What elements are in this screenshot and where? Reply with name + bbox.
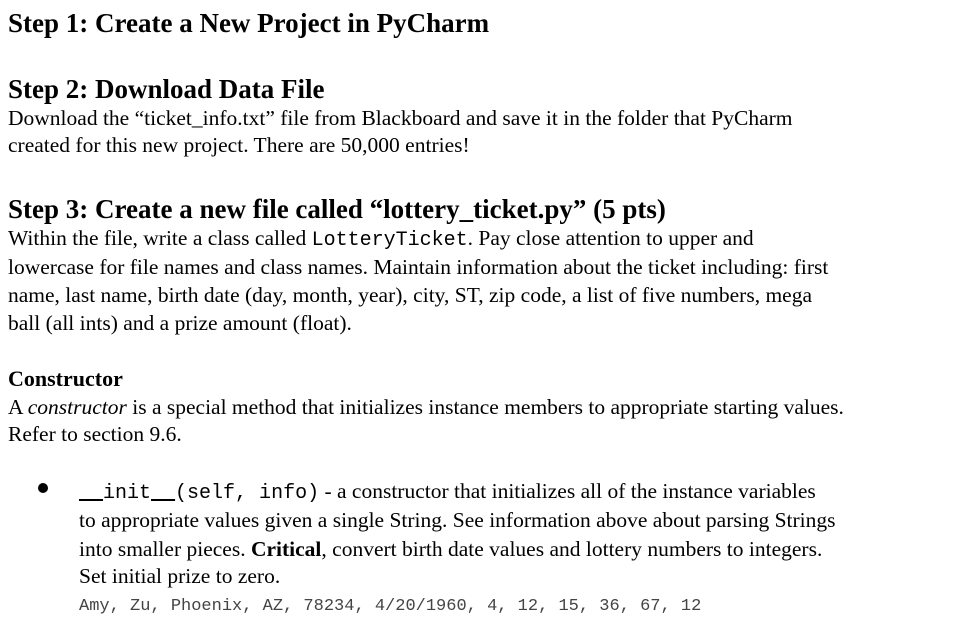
step1-heading: Step 1: Create a New Project in PyCharm xyxy=(8,8,490,38)
step3-text-line2: lowercase for file names and class names. Maintain information about the ticket including: first xyxy=(8,255,829,279)
step3-text-line1 xyxy=(8,225,754,254)
init-signature xyxy=(79,482,319,505)
step2-heading: Step 2: Download Data File xyxy=(8,74,325,104)
step3-heading: Step 3: Create a new file called “lottery_ticket.py” (5 pts) xyxy=(8,194,666,224)
constructor-text-line1 xyxy=(8,394,844,420)
init-prefix: __ xyxy=(79,482,104,505)
init-args: (self, info) xyxy=(175,482,320,505)
bullet-icon xyxy=(38,483,48,493)
constructor-line1-post: is a special method that initializes instance members to appropriate starting values. xyxy=(126,395,844,419)
example-input-line xyxy=(79,590,701,620)
example-input-code: Amy, Zu, Phoenix, AZ, 78234, 4/20/1960, 4, 12, 15, 36, 67, 12 xyxy=(79,597,702,616)
bullet-text-line1 xyxy=(79,478,816,507)
bullet-line1-rest: - a constructor that initializes all of the instance variables xyxy=(319,479,816,503)
bullet-text-line3 xyxy=(79,536,822,562)
step3-line1-post: . Pay close attention to upper and xyxy=(467,226,754,250)
step3-text-line4: ball (all ints) and a prize amount (float). xyxy=(8,311,352,335)
constructor-heading: Constructor xyxy=(8,366,123,391)
init-name: init xyxy=(103,482,152,505)
constructor-text-line2: Refer to section 9.6. xyxy=(8,422,182,446)
init-suffix: __ xyxy=(151,482,176,505)
bullet-line3-post: , convert birth date values and lottery numbers to integers. xyxy=(321,537,823,561)
bullet-text-line2: to appropriate values given a single String. See information above about parsing Strings xyxy=(79,508,836,532)
class-name-code: LotteryTicket xyxy=(311,229,468,252)
step2-text-line1: Download the “ticket_info.txt” file from Blackboard and save it in the folder that PyCharm xyxy=(8,106,793,130)
bullet-line3-pre: into smaller pieces. xyxy=(79,537,251,561)
constructor-term: constructor xyxy=(27,395,127,419)
constructor-line1-pre: A xyxy=(8,395,28,419)
critical-label: Critical xyxy=(250,537,322,561)
step3-line1-pre: Within the file, write a class called xyxy=(8,226,312,250)
step2-text-line2: created for this new project. There are 50,000 entries! xyxy=(8,133,470,157)
bullet-text-line4: Set initial prize to zero. xyxy=(79,564,281,588)
step3-text-line3: name, last name, birth date (day, month, year), city, ST, zip code, a list of five numbers, mega xyxy=(8,283,813,307)
